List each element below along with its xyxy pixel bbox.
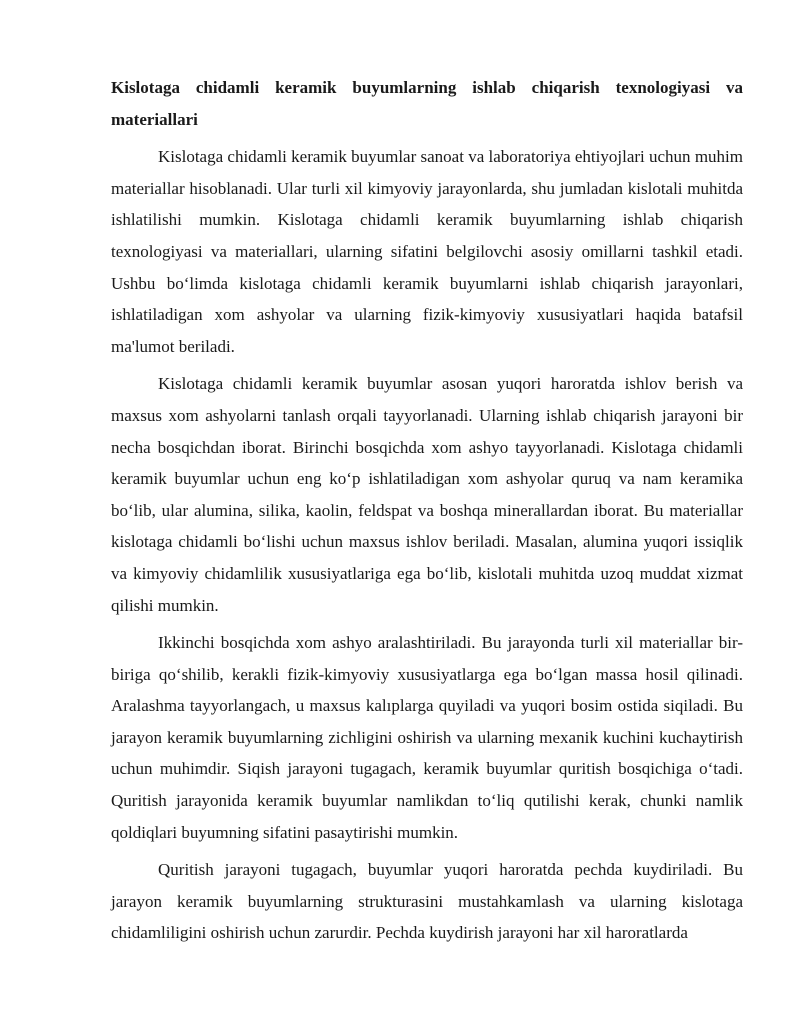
paragraph-1: Kislotaga chidamli keramik buyumlar sanoat va laboratoriya ehtiyojlari uchun muhim materiallar hisoblanadi. Ular turli xil kimyoviy jarayonlarda, shu jumladan kislotali muhitda ishlatilishi mumkin. Kislotaga chidamli keramik buyumlarning ishlab chiqarish texnologiyasi va materiallari, ularning sifatini belgilovchi asosiy omillarni tashkil etadi. Ushbu bo‘limda kislotaga chidamli keramik buyumlarni ishlab chiqarish jarayonlari, ishlatiladigan xom ashyolar va ularning fizik-kimyoviy xususiyatlari haqida batafsil ma'lumot beriladi. [111,147,743,356]
document-title: Kislotaga chidamli keramik buyumlarning ishlab chiqarish texnologiyasi va materiallari [111,78,743,129]
paragraph-3: Ikkinchi bosqichda xom ashyo aralashtiriladi. Bu jarayonda turli xil materiallar bir-biriga qo‘shilib, kerakli fizik-kimyoviy xususiyatlarga ega bo‘lgan massa hosil qilinadi. Aralashma tayyorlangach, u maxsus kalıplarga quyiladi va yuqori bosim ostida siqiladi. Bu jarayon keramik buyumlarning zichligini oshirish va ularning mexanik kuchini kuchaytirish uchun muhimdir. Siqish jarayoni tugagach, keramik buyumlar quritish bosqichiga o‘tadi. Quritish jarayonida keramik buyumlar namlikdan to‘liq qutilishi kerak, chunki namlik qoldiqlari buyumning sifatini pasaytirishi mumkin. [111,633,743,842]
paragraph-2: Kislotaga chidamli keramik buyumlar asosan yuqori haroratda ishlov berish va maxsus xom ashyolarni tanlash orqali tayyorlanadi. Ularning ishlab chiqarish jarayoni bir necha bosqichdan iborat. Birinchi bosqichda xom ashyo tayyorlanadi. Kislotaga chidamli keramik buyumlar uchun eng ko‘p ishlatiladigan xom ashyolar quruq va nam keramika bo‘lib, ular alumina, silika, kaolin, feldspat va boshqa minerallardan iborat. Bu materiallar kislotaga chidamli bo‘lishi uchun maxsus ishlov beriladi. Masalan, alumina yuqori issiqlik va kimyoviy chidamlilik xususiyatlariga ega bo‘lib, kislotali muhitda uzoq muddat xizmat qilishi mumkin. [111,374,743,615]
document-page [111,72,743,955]
paragraph-4: Quritish jarayoni tugagach, buyumlar yuqori haroratda pechda kuydiriladi. Bu jarayon keramik buyumlarning strukturasini mustahkamlash va ularning kislotaga chidamliligini oshirish uchun zarurdir. Pechda kuydirish jarayoni har xil haroratlarda [111,860,743,943]
